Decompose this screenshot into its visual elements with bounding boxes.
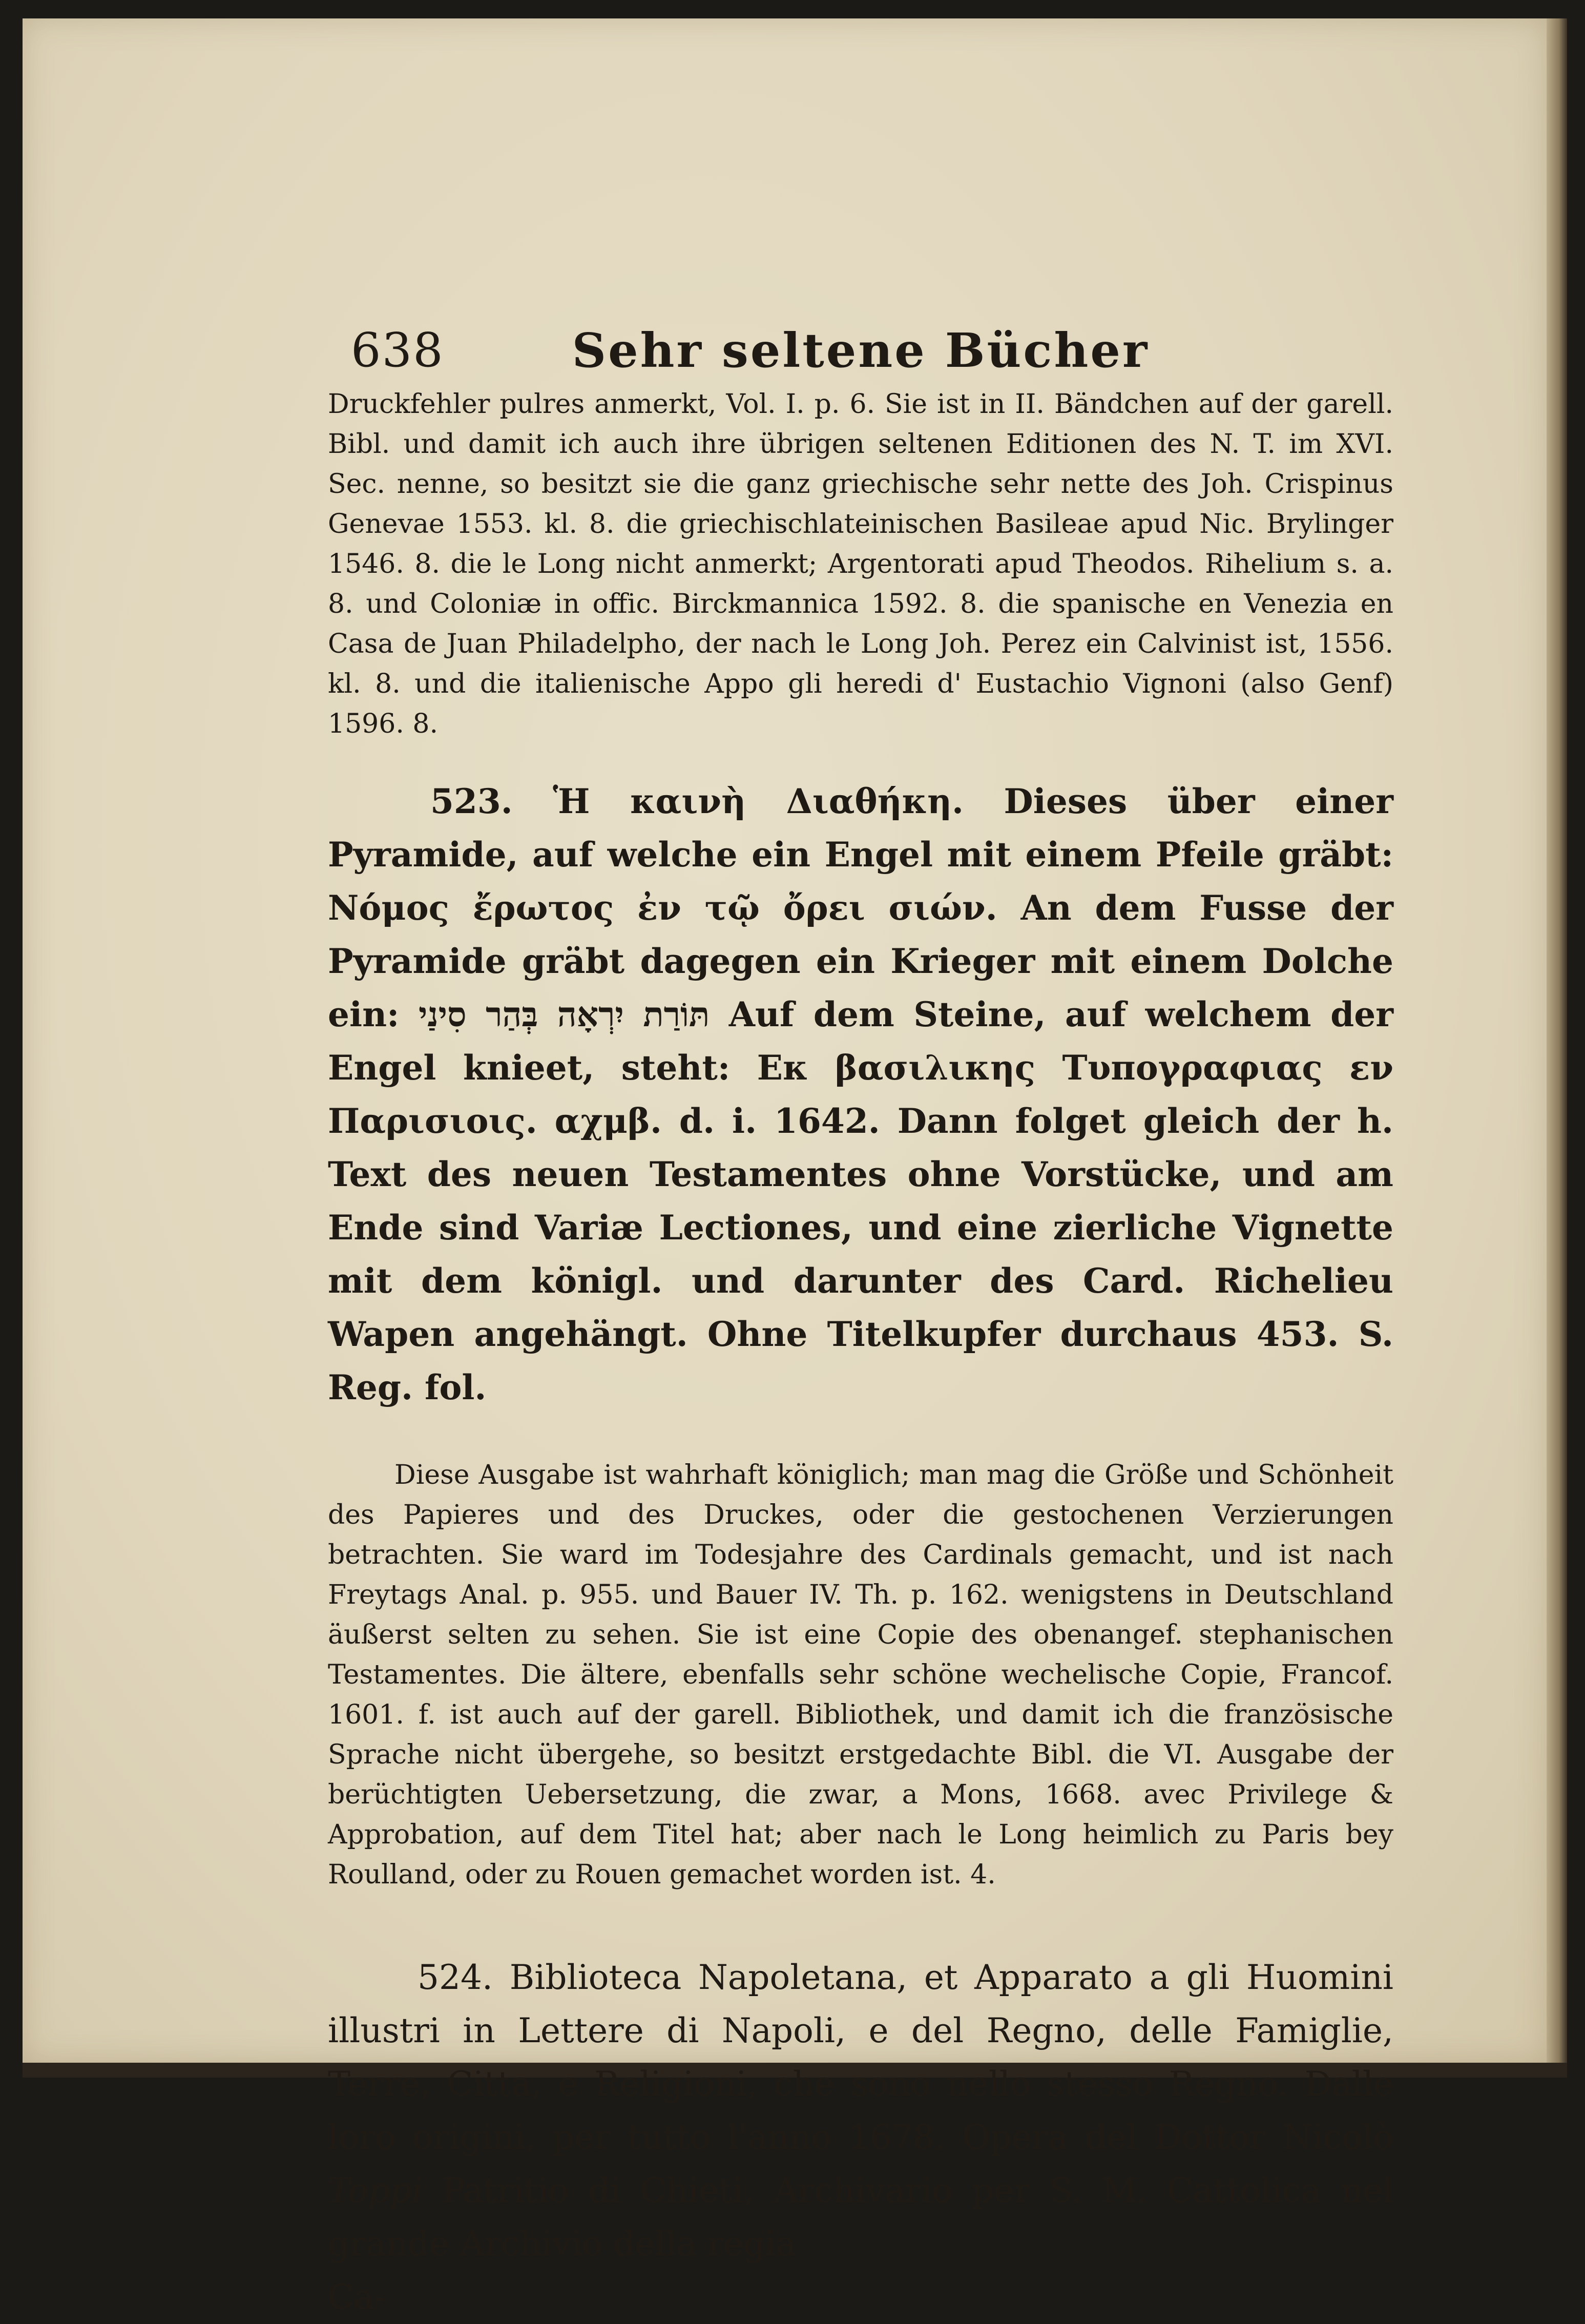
page-number: 638 [351, 323, 444, 378]
page-header [328, 313, 1393, 384]
entry-523: 523. Ἡ καινὴ Διαθήκη. Dieses über einer Pyramide, auf welche ein Engel mit einem Pfeile gräbt: Νόμος ἔρωτος ἐν τῷ ὄρει σιών. An dem Fusse der Pyramide gräbt dagegen ein Krieger mit einem Dolche ein: תּוֹרַת יִרְאָה בְּהַר סִינַי Auf dem Steine, auf welchem der Engel knieet, steht: Εκ βασιλικης Τυπογραφιας εν Παρισιοις. αχμβ. d. i. 1642. Dann folget gleich der h. Text des neuen Testamentes ohne Vorstücke, und am Ende sind Variæ Lectiones, und eine zierliche Vignette mit dem königl. und darunter des Card. Richelieu Wapen angehängt. Ohne Titelkupfer durchaus 453. S. Reg. fol. [328, 781, 1393, 1407]
text-block [328, 313, 1393, 2324]
continued-paragraph: Druckfehler pulres anmerkt, Vol. I. p. 6. Sie ist in II. Bändchen auf der garell. Bibl. und damit ich auch ihre übrigen seltenen Editionen des N. T. im XVI. Sec. nenne, so besitzt sie die ganz griechische sehr nette des Joh. Crispinus Genevae 1553. kl. 8. die griechischlateinischen Basileae apud Nic. Brylinger 1546. 8. die le Long nicht anmerkt; Argentorati apud Theodos. Rihelium s. a. 8. und Coloniæ in offic. Birckmannica 1592. 8. die spanische en Venezia en Casa de Juan Philadelpho, der nach le Long Joh. Perez ein Calvinist ist, 1556. kl. 8. und die italienische Appo gli heredi d' Eustachio Vignoni (also Genf) 1596. 8. [328, 389, 1393, 739]
entry-524-italic-name: Toppi [328, 2171, 423, 2210]
catchword: Ca- [328, 2277, 386, 2317]
entry-524 [328, 1951, 1393, 2271]
note-523: Diese Ausgabe ist wahrhaft königlich; man mag die Größe und Schönheit des Papieres und des Druckes, oder die gestochenen Verzierungen betrachten. Sie ward im Todesjahre des Cardinals gemacht, und ist nach Freytags Anal. p. 955. und Bauer IV. Th. p. 162. wenigstens in Deutschland äußerst selten zu sehen. Sie ist eine Copie des obenangef. stephanischen Testamentes. Die ältere, ebenfalls sehr schöne wechelische Copie, Francof. 1601. f. ist auch auf der garell. Bibliothek, und damit ich die französische Sprache nicht übergehe, so besitzt erstgedachte Bibl. die VI. Ausgabe der berüchtigten Uebersetzung, die zwar, a Mons, 1668. avec Privilege & Approbation, auf dem Titel hat; aber nach le Long heimlich zu Paris bey Roulland, oder zu Rouen gemachet worden ist. 4. [328, 1460, 1393, 1890]
entry-524-text-1: 524. Biblioteca Napoletana, et Apparato a gli Huomini illustri in Lettere di Napoli, e del Regno, delle Famiglie, Terre, Citta, e Religioni, che sono nello stesso Regno. Dalle loro origini, per tutto l'anno 1678. Opera del Dottor Nicolò [328, 1958, 1393, 2157]
page-edge [1547, 18, 1567, 2063]
entry-524-text-2: Patritio di Chieti, Archivario per S. M. Cattolica nel grande Archivio della regia [328, 2171, 1393, 2264]
running-title: Sehr seltene Bücher [572, 323, 1150, 378]
